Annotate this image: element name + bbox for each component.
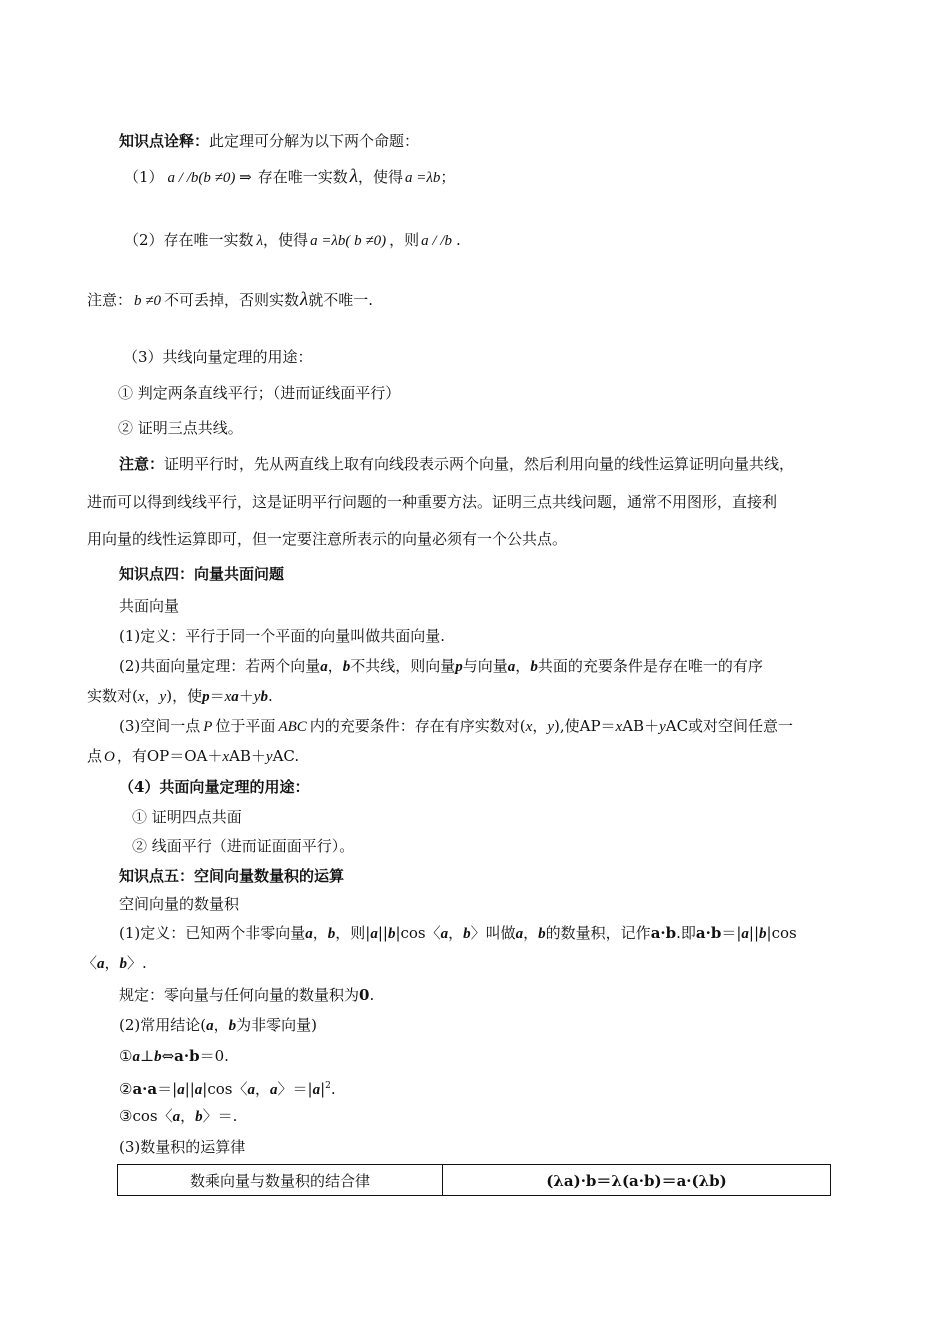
vector-p: p (202, 689, 210, 705)
caution2-label: 注意： (119, 455, 165, 473)
prop1-text1: 存在唯一实数 (257, 168, 348, 186)
vector-a: a (177, 1082, 185, 1098)
space2-text-c: AB＋ (229, 747, 266, 765)
period: . (267, 687, 273, 705)
dot-product: a·b (695, 924, 722, 942)
c2-text-d: |cos〈 (202, 1080, 248, 1098)
vector-a: a (97, 956, 105, 972)
prop1-formula: a / /b(b ≠0) ⇒ (167, 170, 252, 186)
def2-text-b: 〉. (127, 954, 147, 972)
c2-text-f: | (320, 1080, 326, 1098)
def-text-j: |cos (766, 924, 797, 942)
note-line (119, 131, 419, 151)
vector-a: a (312, 1082, 321, 1098)
kp5-conclusion-1 (119, 1046, 229, 1067)
prop1-formula2: a =λb (404, 170, 441, 186)
dot-product: a·a (132, 1080, 158, 1098)
caution1-text2: 就不唯一. (308, 291, 374, 309)
vector-a: a (132, 1049, 140, 1065)
thm-text-a: (2)共面向量定理：若两个向量 (119, 657, 321, 675)
sep: ， (213, 1016, 229, 1034)
vector-a: a (741, 926, 749, 942)
prop2-suffix: . (456, 231, 461, 249)
perp-symbol: ⊥ (139, 1047, 155, 1065)
var-x: x (137, 689, 145, 705)
var-x: x (615, 719, 623, 735)
vector-a: a (305, 926, 313, 942)
caution2-line1-text: 证明平行时，先从两直线上取有向线段表示两个向量，然后利用向量的线性运算证明向量共线， (164, 455, 795, 473)
sep: ， (448, 924, 464, 942)
sep: ， (532, 717, 548, 735)
caution1-label: 注意： (87, 291, 133, 309)
collinear-use-1: ① 判定两条直线平行；（进而证线面平行） (118, 384, 401, 402)
thm-text-d: 共面的充要条件是存在唯一的有序 (537, 657, 763, 675)
vector-b: b (195, 1109, 203, 1125)
kp5-conclusion-2 (119, 1076, 336, 1100)
rule-text: 规定：零向量与任何向量的数量积为 (119, 986, 360, 1004)
vector-b: b (759, 926, 767, 942)
iff-symbol: ⇔ (161, 1047, 175, 1065)
kp5-rule (119, 985, 374, 1005)
kp4-definition: (1)定义：平行于同一个平面的向量叫做共面向量. (119, 627, 446, 645)
caution-2-line-1 (119, 454, 794, 474)
var-y: y (159, 689, 167, 705)
vector-b: b (228, 1018, 237, 1034)
caution1-formula: b ≠0 (134, 293, 161, 309)
note-intro: 此定理可分解为以下两个命题： (209, 132, 420, 150)
lambda-symbol: λ (300, 289, 309, 310)
equals: ＝ (209, 687, 225, 705)
law-name-cell: 数乘向量与数量积的结合律 (118, 1165, 443, 1196)
vector-a: a (172, 1109, 181, 1125)
def2-text-a: 〈 (82, 954, 98, 972)
prop1-suffix: ； (440, 168, 456, 186)
kp5-conclusions-title (119, 1015, 317, 1036)
vector-b: b (342, 659, 351, 675)
period: . (330, 1080, 336, 1098)
kp4-theorem-line-1 (119, 656, 763, 677)
conc-text-b: 为非零向量) (236, 1016, 317, 1034)
caution-1 (87, 290, 373, 311)
sep: ， (180, 1107, 196, 1125)
kp4-space-point-line-2 (87, 746, 299, 767)
kp4-theorem-line-2 (87, 686, 273, 707)
vector-a: a (515, 926, 524, 942)
sep: ， (327, 657, 343, 675)
plane-ABC: ABC (278, 719, 307, 735)
vector-p: p (455, 659, 463, 675)
caution1-text1: 不可丢掉，否则实数 (164, 291, 300, 309)
zero-value: 0 (359, 986, 370, 1004)
vector-a: a (507, 659, 516, 675)
kp5-heading: 知识点五：空间向量数量积的运算 (119, 867, 345, 885)
sep: ， (312, 924, 328, 942)
vector-b: b (387, 926, 396, 942)
squared-exponent: 2 (325, 1081, 331, 1091)
equals-zero: ＝0. (199, 1047, 229, 1065)
vector-a: a (206, 1018, 214, 1034)
kp4-uses-title: （4）共面向量定理的用途： (119, 778, 310, 796)
def-text-a: (1)定义：已知两个非零向量 (119, 924, 306, 942)
var-y: y (253, 689, 261, 705)
c3-text-a: ③cos〈 (119, 1107, 173, 1125)
conc-text-a: (2)常用结论( (119, 1016, 207, 1034)
prop2-formula2: a / /b (421, 233, 453, 249)
vector-a: a (247, 1082, 255, 1098)
kp5-definition-line-1 (119, 923, 797, 944)
prop2-prefix: （2）存在唯一实数 (124, 231, 254, 249)
var-y: y (265, 749, 273, 765)
space-text-e: AB＋ (622, 717, 660, 735)
sep: ， (254, 1080, 270, 1098)
def-text-d: |cos〈 (395, 924, 441, 942)
def-text-e: 〉叫做 (470, 924, 516, 942)
vector-a: a (270, 1082, 278, 1098)
def-text-h: ＝| (721, 924, 742, 942)
kp4-use-2: ② 线面平行（进而证面面平行）。 (132, 837, 355, 855)
sep: ， (515, 657, 531, 675)
kp5-conclusion-3 (119, 1106, 237, 1127)
space-text-a: (3)空间一点 (119, 717, 201, 735)
vector-b: b (538, 926, 546, 942)
lambda-symbol: λ (256, 233, 264, 249)
kp4-subheading: 共面向量 (119, 597, 180, 615)
law-formula-cell: (λa)·b＝λ(a·b)＝a·(λb) (443, 1165, 831, 1196)
thm-text-b: 不共线，则向量 (350, 657, 456, 675)
vector-b: b (154, 1049, 162, 1065)
space-text-b: 位于平面 (215, 717, 276, 735)
vector-b: b (119, 956, 128, 972)
vector-b: b (530, 659, 538, 675)
var-x: x (222, 749, 230, 765)
vector-a: a (370, 926, 378, 942)
space2-text-d: AC. (272, 747, 300, 765)
def-text-g: .即 (676, 924, 696, 942)
kp5-laws-title: (3)数量积的运算律 (119, 1138, 246, 1156)
kp4-space-point-line-1 (119, 716, 793, 737)
lambda-symbol: λ (349, 166, 358, 187)
prop2-formula: a =λb( b ≠0) (310, 233, 387, 249)
space-text-c: 内的充要条件：存在有序实数对( (309, 717, 526, 735)
dot-product-laws-table (117, 1164, 831, 1196)
point-P: P (203, 719, 213, 735)
circled-2: ② (119, 1080, 133, 1098)
sep: ， (144, 687, 160, 705)
var-x: x (224, 689, 232, 705)
var-x: x (525, 719, 533, 735)
period: . (369, 986, 375, 1004)
kp4-use-1: ① 证明四点共面 (132, 808, 242, 826)
prop2-text2: ，使得 (263, 231, 309, 249)
var-y: y (547, 719, 554, 735)
caution-2-line-2: 进而可以得到线线平行，这是证明平行问题的一种重要方法。证明三点共线问题，通常不用图形，直接利 (87, 493, 778, 511)
circled-1: ① (119, 1047, 133, 1065)
proposition-1 (124, 167, 455, 188)
c3-text-b: 〉＝. (202, 1107, 238, 1125)
c2-text-c: || (184, 1080, 195, 1098)
def-text-f: 的数量积，记作 (545, 924, 651, 942)
kp4-heading: 知识点四：向量共面问题 (119, 565, 285, 583)
space2-text-b: ，有OP＝OA＋ (116, 747, 223, 765)
caution-2-line-3: 用向量的线性运算即可，但一定要注意所表示的向量必须有一个公共点。 (87, 530, 568, 548)
collinear-use-2: ② 证明三点共线。 (118, 419, 243, 437)
def-text-i: || (748, 924, 760, 942)
vector-a: a (440, 926, 449, 942)
dot-product: a·b (174, 1047, 200, 1065)
def-text-c: || (377, 924, 388, 942)
space-text-f: AC或对空间任意一 (665, 717, 794, 735)
kp5-definition-line-2 (82, 953, 147, 974)
note-heading: 知识点诠释： (119, 132, 210, 150)
vector-b: b (260, 689, 268, 705)
thm-text-c: 与向量 (462, 657, 508, 675)
vector-a: a (194, 1082, 203, 1098)
prop1-text2: ，使得 (357, 168, 403, 186)
collinear-uses-title: （3）共线向量定理的用途： (123, 348, 313, 366)
table-row (118, 1165, 831, 1196)
sep: ， (104, 954, 120, 972)
prop2-text3: ，则 (389, 231, 420, 249)
point-O: O (104, 749, 115, 765)
space-text-d: ),使AP＝ (554, 717, 616, 735)
kp5-subheading: 空间向量的数量积 (119, 895, 240, 913)
def-text-b: ，则| (335, 924, 371, 942)
vector-b: b (463, 926, 471, 942)
c2-text-e: 〉＝| (277, 1080, 313, 1098)
proposition-2 (124, 230, 461, 251)
space2-text-a: 点 (87, 747, 103, 765)
vector-a: a (320, 659, 328, 675)
vector-b: b (327, 926, 336, 942)
plus: ＋ (238, 687, 254, 705)
thm2-text-b: )，使 (166, 687, 203, 705)
c2-text-b: ＝| (157, 1080, 178, 1098)
thm2-text-a: 实数对( (87, 687, 138, 705)
var-y: y (659, 719, 666, 735)
vector-a: a (231, 689, 239, 705)
sep: ， (523, 924, 539, 942)
prop1-prefix: （1） (124, 168, 164, 186)
dot-product: a·b (650, 924, 677, 942)
